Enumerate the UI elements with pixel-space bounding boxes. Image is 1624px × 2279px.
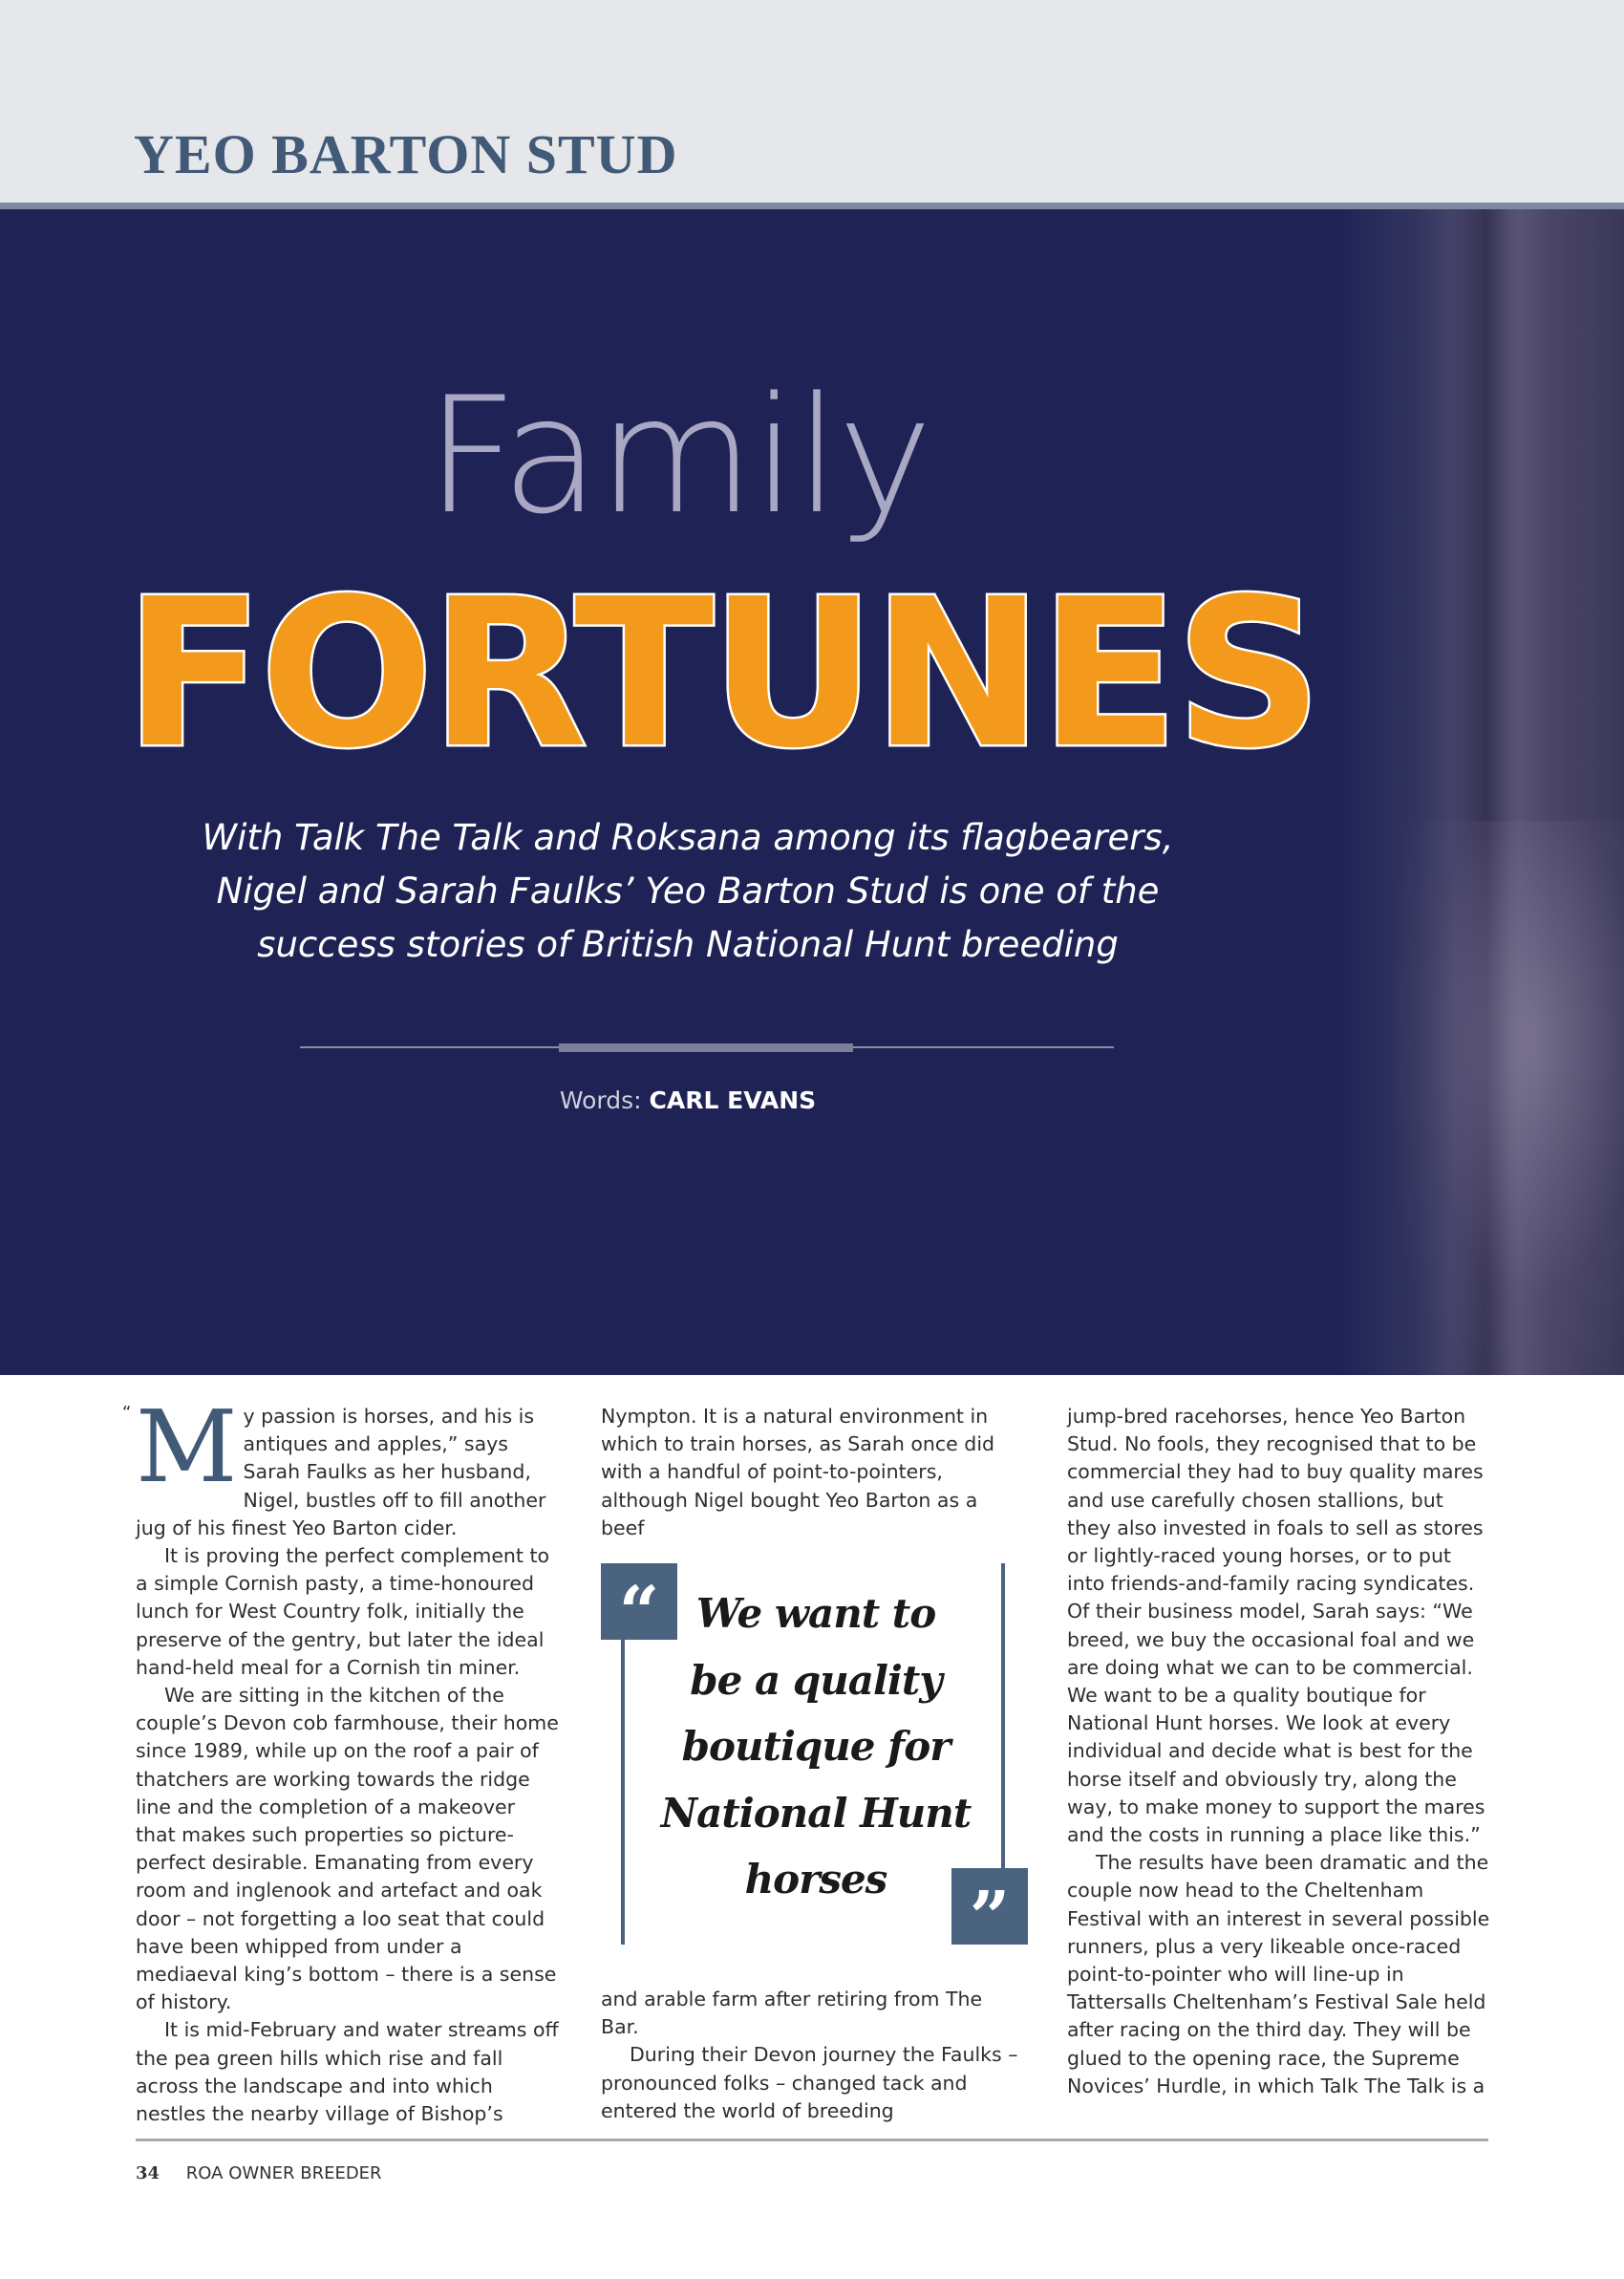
article-paragraph: My passion is horses, and his is antiques and apples,” says Sarah Faulks as her husband, Nigel, bustles off to fill another jug of his finest Yeo Barton cider. [136,1388,546,1539]
standfirst-line: success stories of British National Hunt breeding [257,924,1119,965]
standfirst-line: With Talk The Talk and Roksana among its flagbearers, [202,817,1174,858]
article-column-3 [1067,1403,1492,2100]
byline-author: CARL EVANS [649,1086,817,1114]
top-rule [0,203,1624,209]
hero-banner [0,209,1624,1375]
pull-quote [653,1580,978,1913]
footer-rule [136,2139,1488,2141]
standfirst-line: Nigel and Sarah Faulks’ Yeo Barton Stud is one of the [216,871,1160,912]
article-column-2-continued [601,1986,1026,2125]
page-number: 34 [136,2163,160,2183]
article-paragraph: and arable farm after retiring from The Bar. [601,1988,983,2039]
pull-quote-close-mark: ” [951,1868,1028,1945]
drop-cap: M [136,1388,238,1505]
pull-quote-line: boutique for [681,1723,951,1770]
byline-label: Words: [559,1086,642,1114]
pull-quote-line: National Hunt [660,1789,972,1837]
article-paragraph: It is mid-February and water streams off the pea green hills which rise and fall across the landscape and into which nestles the nearby village of Bishop’s [136,2018,559,2126]
publication-name: ROA OWNER BREEDER [185,2163,382,2183]
headline: FORTUNES [124,555,1319,793]
pull-quote-open-mark: “ [601,1563,677,1640]
pull-quote-rule-right [1001,1563,1005,1903]
article-paragraph: During their Devon journey the Faulks – pronounced folks – changed tack and entered the world of breeding [601,2043,1018,2122]
pull-quote-line: be a quality [690,1656,942,1704]
section-title: YEO BARTON STUD [134,123,678,185]
article-column-1 [122,1388,561,2128]
hero-photo [1337,209,1624,1375]
footer [136,2163,382,2183]
headline-kicker: Family [425,362,931,549]
article-paragraph: It is proving the perfect complement to a simple Cornish pasty, a time-honoured lunch for West Country folk, initially the preserve of the gentry, but later the ideal hand-held meal for a Cornish tin miner. [136,1544,550,1679]
byline-divider-accent [559,1043,853,1052]
article-paragraph: The results have been dramatic and the couple now head to the Cheltenham Festival with an interest in several possible runners, plus a very likeable once-raced point-to-pointer who will line-up in Tattersalls Cheltenham’s Festival Sale held after racing on the third day. They will be glued to the opening race, the Supreme Novices’ Hurdle, in which Talk The Talk is a [1067,1851,1490,2097]
opening-quote-mark: “ [122,1403,132,1423]
article-paragraph: Nympton. It is a natural environment in which to train horses, as Sarah once did with a handful of point-to-pointers, although Nigel bought Yeo Barton as a beef [601,1405,995,1539]
byline [0,1086,1376,1114]
article-column-2 [601,1403,1026,1542]
pull-quote-line: horses [744,1856,887,1903]
article-paragraph: jump-bred racehorses, hence Yeo Barton Stud. No fools, they recognised that to be commercial they had to buy quality mares and use carefully chosen stallions, but they also invested in foals to sell as stores or lightly-raced young horses, or to put into friends-and-family racing syndicates. Of their business model, Sarah says: “We breed, we buy the occasional foal and we are doing what we can to be commercial. We want to be a quality boutique for National Hunt horses. We look at every individual and decide what is best for the horse itself and obviously try, along the way, to make money to support the mares and the costs in running a place like this.” [1067,1405,1485,1847]
article-paragraph: We are sitting in the kitchen of the couple’s Devon cob farmhouse, their home since 1989, while up on the roof a pair of thatchers are working towards the ridge line and the completion of a makeover that makes such properties so picture-perfect desirable. Emanating from every room and inglenook and artefact and oak door – not forgetting a loo seat that could have been whipped from under a mediaeval king’s bottom – there is a sense of history. [136,1684,559,2014]
pull-quote-line: We want to [695,1590,936,1637]
pull-quote-rule-left [621,1605,625,1945]
standfirst [143,811,1232,972]
